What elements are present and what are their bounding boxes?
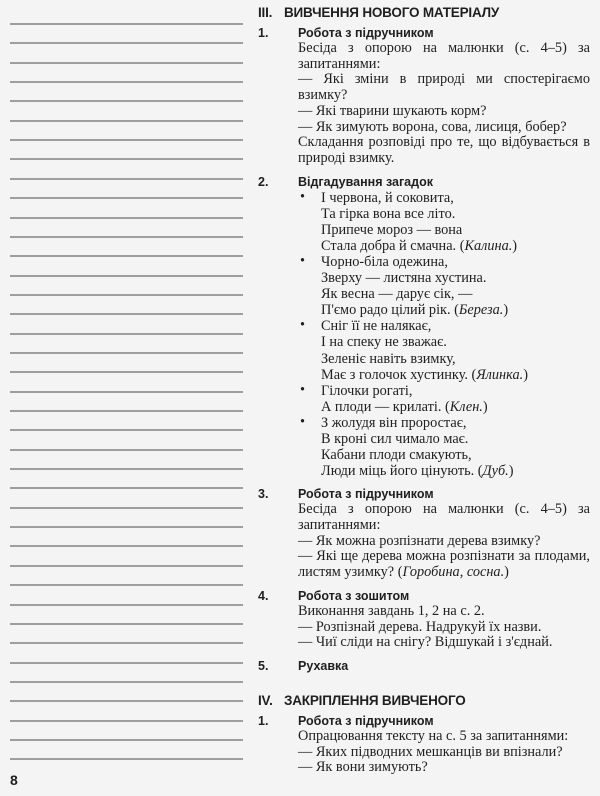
note-line bbox=[10, 352, 243, 354]
note-line bbox=[10, 526, 243, 528]
close-paren: ) bbox=[503, 302, 509, 319]
note-line bbox=[10, 313, 243, 315]
line-text: В кроні сил чимало має. bbox=[321, 431, 469, 448]
riddle bbox=[298, 383, 590, 415]
note-line bbox=[10, 255, 243, 257]
riddle-line bbox=[321, 254, 590, 270]
answer: Горобина, сосна. bbox=[402, 564, 505, 581]
item-title: Робота з підручником bbox=[298, 713, 434, 728]
line-text: — Як зимують ворона, сова, лисиця, бобер? bbox=[298, 118, 567, 135]
lesson-section bbox=[258, 692, 590, 776]
body-line bbox=[298, 620, 590, 636]
riddle-line bbox=[321, 190, 590, 206]
note-line bbox=[10, 410, 243, 412]
line-text: Припече мороз — вона bbox=[321, 221, 463, 238]
riddle-line bbox=[321, 447, 590, 463]
item-title: Робота з підручником bbox=[298, 487, 434, 502]
lesson-item bbox=[258, 713, 590, 776]
lesson-section bbox=[258, 4, 590, 674]
line-text: А плоди — крилаті. ( bbox=[321, 398, 450, 415]
item-body bbox=[298, 502, 590, 581]
item-body bbox=[298, 190, 590, 480]
note-line bbox=[10, 507, 243, 509]
note-line bbox=[10, 100, 243, 102]
close-paren: ) bbox=[504, 564, 509, 581]
riddle-answer: Калина. bbox=[464, 237, 513, 254]
line-text: З жолудя він проростає, bbox=[321, 414, 467, 431]
line-text: — Чиї сліди на снігу? Відшукай і з'єднай. bbox=[298, 634, 553, 651]
riddle-line bbox=[321, 334, 590, 350]
note-line bbox=[10, 604, 243, 606]
note-lines bbox=[10, 0, 243, 796]
line-text: — Яких підводних мешканців ви впізнали? bbox=[298, 743, 563, 760]
bullet-icon: • bbox=[300, 253, 306, 269]
note-line bbox=[10, 236, 243, 238]
line-text: — Які тварини шукають корм? bbox=[298, 102, 487, 119]
line-text: Бесіда з опорою на малюнки (с. 4–5) за запитаннями: bbox=[298, 501, 590, 534]
riddle-answer: Клен. bbox=[449, 398, 483, 415]
bullet-icon: • bbox=[300, 317, 306, 334]
line-text: Люди міць його цінують. ( bbox=[321, 463, 483, 480]
line-text: Зверху — листяна хустина. bbox=[321, 270, 487, 287]
note-line bbox=[10, 487, 243, 489]
note-line bbox=[10, 584, 243, 586]
body-line bbox=[298, 135, 590, 166]
item-heading bbox=[258, 713, 590, 729]
riddle bbox=[298, 415, 590, 479]
riddle-line bbox=[321, 318, 590, 334]
note-line bbox=[10, 720, 243, 722]
note-line bbox=[10, 120, 243, 122]
line-text: — Які ще дерева можна розпізнати за плодами, листям узимку? ( bbox=[298, 548, 590, 581]
section-numeral: IV. bbox=[258, 692, 273, 708]
riddle-line bbox=[321, 399, 590, 415]
body-line bbox=[298, 604, 590, 620]
line-text: П'ємо радо цілий рік. ( bbox=[321, 302, 459, 319]
note-line bbox=[10, 642, 243, 644]
line-text: — Які зміни в природі ми спостерігаємо взимку? bbox=[298, 71, 590, 104]
body-line bbox=[298, 120, 590, 136]
note-line bbox=[10, 758, 243, 760]
note-line bbox=[10, 429, 243, 431]
bullet-icon: • bbox=[300, 188, 306, 205]
riddle-line bbox=[321, 367, 590, 383]
line-text: Бесіда з опорою на малюнки (с. 4–5) за запитаннями: bbox=[298, 40, 590, 72]
lesson-item bbox=[258, 658, 590, 674]
note-line bbox=[10, 565, 243, 567]
riddle-line bbox=[321, 431, 590, 447]
body-line bbox=[298, 41, 590, 72]
note-line bbox=[10, 700, 243, 702]
note-line bbox=[10, 275, 243, 277]
line-text: Виконання завдань 1, 2 на с. 2. bbox=[298, 602, 485, 619]
line-text: І на спеку не зважає. bbox=[321, 334, 447, 351]
riddle-line bbox=[321, 222, 590, 238]
note-line bbox=[10, 391, 243, 393]
line-text: Стала добра й смачна. ( bbox=[321, 237, 465, 254]
close-paren: ) bbox=[523, 366, 528, 383]
item-title: Робота з підручником bbox=[298, 26, 434, 40]
section-heading bbox=[258, 4, 590, 21]
note-line bbox=[10, 681, 243, 683]
note-line bbox=[10, 545, 243, 547]
line-text: — Як вони зимують? bbox=[298, 759, 428, 776]
body-line bbox=[298, 72, 590, 103]
note-line bbox=[10, 294, 243, 296]
riddle-line bbox=[321, 415, 590, 431]
item-heading bbox=[258, 486, 590, 502]
riddle-answer: Береза. bbox=[458, 302, 504, 319]
item-body bbox=[298, 604, 590, 651]
close-paren: ) bbox=[508, 463, 514, 480]
item-number: 3. bbox=[258, 487, 269, 502]
riddle-line bbox=[321, 206, 590, 222]
lesson-item bbox=[258, 486, 590, 581]
riddle bbox=[298, 254, 590, 318]
line-text: Складання розповіді про те, що відбувається в природі взимку. bbox=[298, 134, 590, 166]
line-text: Кабани плоди смакують, bbox=[321, 447, 472, 464]
line-text: Має з голочок хустинку. ( bbox=[321, 366, 477, 383]
line-text: — Розпізнай дерева. Надрукуй їх назви. bbox=[298, 618, 542, 635]
line-text: Сніг її не налякає, bbox=[321, 318, 432, 335]
item-heading bbox=[258, 588, 590, 604]
note-line bbox=[10, 158, 243, 160]
note-line bbox=[10, 178, 243, 180]
riddle-line bbox=[321, 286, 590, 302]
body-line bbox=[298, 534, 590, 550]
item-number: 2. bbox=[258, 174, 269, 189]
item-number: 5. bbox=[258, 658, 269, 673]
note-line bbox=[10, 23, 243, 25]
riddle-line bbox=[321, 383, 590, 399]
close-paren: ) bbox=[512, 237, 518, 254]
item-title: Рухавка bbox=[298, 658, 349, 673]
item-number: 1. bbox=[258, 713, 269, 728]
section-numeral: III. bbox=[258, 5, 273, 20]
bullet-icon: • bbox=[300, 381, 306, 398]
note-line bbox=[10, 42, 243, 44]
lesson-item bbox=[258, 25, 590, 167]
item-heading bbox=[258, 174, 590, 190]
line-text: — Як можна розпізнати дерева взимку? bbox=[298, 532, 541, 549]
bullet-icon: • bbox=[300, 413, 306, 430]
note-line bbox=[10, 468, 243, 470]
riddle bbox=[298, 318, 590, 382]
item-heading bbox=[258, 25, 590, 41]
note-line bbox=[10, 197, 243, 199]
item-body bbox=[298, 729, 590, 776]
item-body bbox=[298, 41, 590, 167]
note-line bbox=[10, 62, 243, 64]
body-line bbox=[298, 745, 590, 761]
section-title: ЗАКРІПЛЕННЯ ВИВЧЕНОГО bbox=[284, 692, 466, 708]
line-text: Опрацювання тексту на с. 5 за запитаннями: bbox=[298, 727, 569, 744]
line-text: Зеленіє навіть взимку, bbox=[321, 350, 456, 367]
body-line bbox=[298, 760, 590, 776]
page-number: 8 bbox=[10, 772, 18, 788]
body-line bbox=[298, 729, 590, 745]
riddle-line bbox=[321, 302, 590, 318]
line-text: І червона, й соковита, bbox=[321, 189, 454, 206]
line-text: Та гірка вона все літо. bbox=[321, 205, 456, 222]
item-number: 4. bbox=[258, 588, 269, 603]
body-line bbox=[298, 502, 590, 533]
item-heading bbox=[258, 658, 590, 674]
item-title: Відгадування загадок bbox=[298, 174, 433, 189]
body-line bbox=[298, 549, 590, 580]
line-text: Чорно-біла одежина, bbox=[321, 254, 448, 270]
riddle-line bbox=[321, 351, 590, 367]
note-line bbox=[10, 139, 243, 141]
riddle-line bbox=[321, 238, 590, 254]
body-line bbox=[298, 104, 590, 120]
note-line bbox=[10, 217, 243, 219]
note-line bbox=[10, 662, 243, 664]
note-line bbox=[10, 449, 243, 451]
riddle-answer: Ялинка. bbox=[476, 366, 524, 383]
item-number: 1. bbox=[258, 26, 269, 40]
riddle bbox=[298, 190, 590, 254]
note-line bbox=[10, 333, 243, 335]
note-line bbox=[10, 623, 243, 625]
riddle-answer: Дуб. bbox=[482, 463, 509, 480]
body-line bbox=[298, 635, 590, 651]
section-title: ВИВЧЕННЯ НОВОГО МАТЕРІАЛУ bbox=[284, 5, 500, 20]
lesson-item bbox=[258, 174, 590, 480]
riddle-line bbox=[321, 463, 590, 479]
note-line bbox=[10, 81, 243, 83]
line-text: Як весна — дарує сік, — bbox=[321, 286, 473, 303]
close-paren: ) bbox=[482, 398, 488, 415]
lesson-item bbox=[258, 588, 590, 651]
note-line bbox=[10, 739, 243, 741]
lesson-plan bbox=[258, 4, 590, 783]
riddle-line bbox=[321, 270, 590, 286]
section-heading bbox=[258, 692, 590, 709]
line-text: Гілочки рогаті, bbox=[321, 382, 413, 399]
item-title: Робота з зошитом bbox=[298, 588, 410, 603]
note-line bbox=[10, 371, 243, 373]
